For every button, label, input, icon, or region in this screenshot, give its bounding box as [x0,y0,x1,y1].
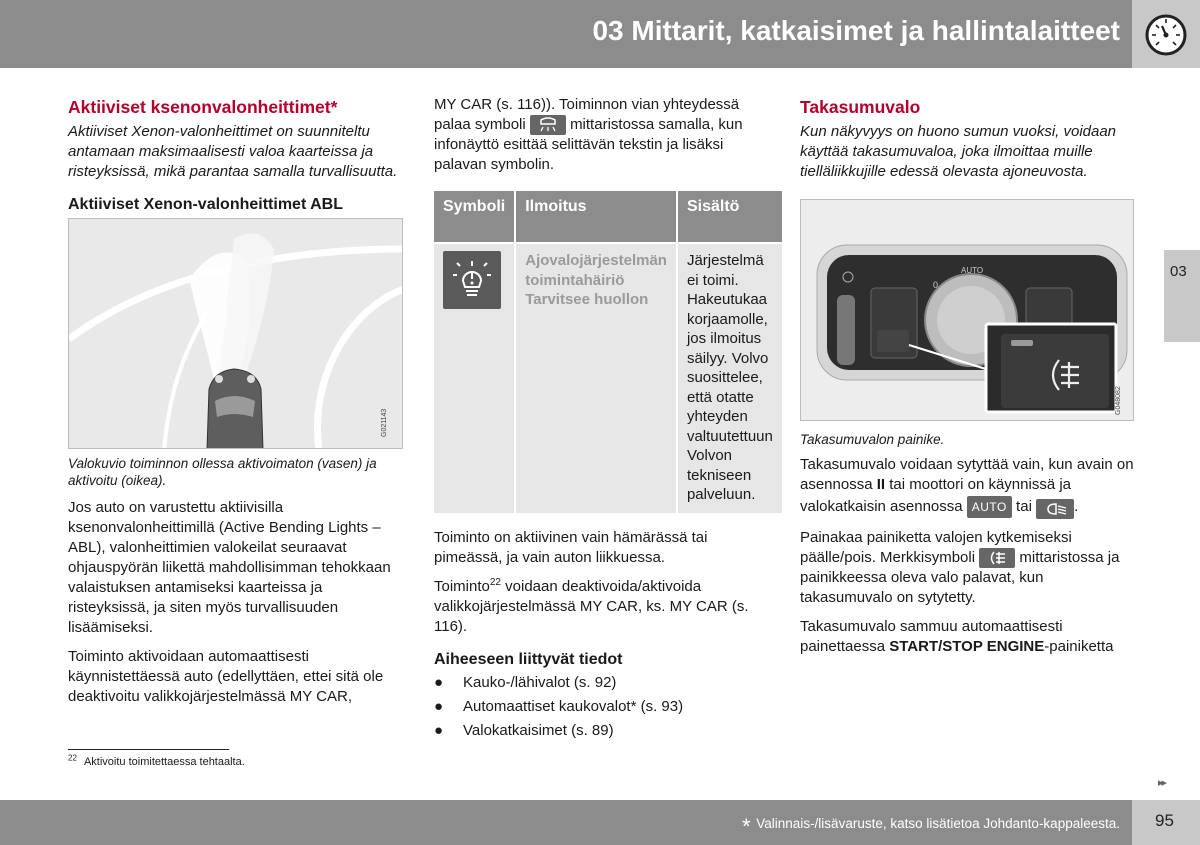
fault-text-b: mittaristossa samalla, kun infonäyttö esittää selittävän tekstin ja lisäksi palavan symbolin. [434,116,743,174]
paragraph-fog-off [800,617,1136,657]
car-illustration [207,369,263,449]
section-lead-rear-fog: Kun näkyvyys on huono sumun vuoksi, voidaan käyttää takasumuvaloa, joka ilmoittaa muille tielläliikkujille edessä olevasta ajoneuvosta. [800,123,1117,180]
fog-button-text-a: Painakaa painiketta valojen kytkemiseksi päälle/pois. Merkkisymboli [800,529,1072,566]
page-footer [0,800,1132,845]
table-cell-notice: Ajovalojärjestelmän toimintahäiriö Tarvitsee huollon [515,243,677,513]
start-stop-engine: START/STOP ENGINE [889,638,1045,656]
light-switch-illustration [801,200,1134,421]
paragraph-abl-2: Toiminto aktivoidaan automaattisesti käynnistettäessä auto (edellyttäen, ettei sitä ole deaktivoitu valikkojärjestelmässä MY CAR, [68,648,384,705]
figure-caption-abl: Valokuvio toiminnon ollessa aktivoimaton (vasen) ja aktivoitu (oikea). [68,456,377,488]
section-heading-active-xenon: Aktiiviset ksenonvalonheittimet* [68,97,338,117]
gauge-icon [1132,0,1200,68]
column-middle [434,95,773,741]
column-right [800,95,1136,657]
key-position: II [876,476,886,493]
footer-note-text: Valinnais-/lisävaruste, katso lisätietoa Johdanto-kappaleesta. [756,816,1120,831]
column-left [68,95,404,707]
paragraph-fog-activation [800,455,1136,519]
list-item[interactable]: ● Automaattiset kaukovalot* (s. 93) [434,697,684,715]
list-item[interactable]: ● Kauko-/lähivalot (s. 92) [434,673,617,691]
optional-star: * [741,814,751,839]
abl-illustration [69,219,403,449]
table-cell-content: Järjestelmä ei toimi. Hakeutukaa korjaamolle, jos ilmoitus säilyy. Volvo suosittelee, että otatte yhteyden valtuutettuun Volvon tekniseen palveluun. [677,243,782,513]
footnote-text: Aktivoitu toimitettaessa tehtaalta. [83,756,245,768]
fog-text-a: Takasumuvalo voidaan sytyttää vain, kun avain on asennossa [800,456,1134,493]
low-beam-icon [1036,499,1074,519]
subheading-abl: Aktiiviset Xenon-valonheittimet ABL [68,196,343,213]
table-cell-symbol [434,243,515,513]
table-row [434,243,782,513]
symbol-table [434,191,782,513]
abl-figure [68,218,403,449]
footnote-number: 22 [68,753,77,763]
continue-arrow-icon: ▸▸ [1158,777,1166,789]
fog-text-d: tai [1011,497,1032,515]
related-link-2[interactable]: Automaattiset kaukovalot* (s. 93) [463,697,684,715]
chapter-icon-box [1132,0,1200,68]
chapter-tab[interactable] [1164,250,1200,342]
list-item[interactable]: ● Valokatkaisimet (s. 89) [434,721,614,739]
section-lead: Aktiiviset Xenon-valonheittimet on suunniteltu antamaan maksimaalisesti valoa kaarteissa ja risteyksissä, mikä parantaa samalla turvallisuutta. [68,123,398,180]
related-link-1[interactable]: Kauko-/lähivalot (s. 92) [463,673,617,691]
related-link-3[interactable]: Valokatkaisimet (s. 89) [463,721,614,739]
switch-label-off: 0 [933,280,939,290]
paragraph-abl-1: Jos auto on varustettu aktiivisilla ksenonvalonheittimillä (Active Bending Lights – ABL), valonheittimien valokeilat seuraavat ohjauspyörän liikettä mahdollisimman tehokkaan valaistuksen antamiseksi kaarteissa ja risteyksissä, ja siten myös turvallisuuden lisäämiseksi. [68,499,391,636]
fog-text-e: . [1074,497,1079,515]
auto-position-icon: AUTO [967,496,1012,518]
section-heading-rear-fog: Takasumuvalo [800,97,921,117]
footnote-divider [68,749,229,750]
table-header-notice: Ilmoitus [515,191,677,243]
page-number: 95 [1155,811,1174,830]
fog-button-text-b: mittaristossa ja painikkeessa oleva valo palavat, kun takasumuvalo on sytytetty. [800,549,1120,607]
paragraph-deactivate [434,577,766,637]
chapter-header [0,0,1132,68]
page-number-box [1132,800,1200,845]
paragraph-active-conditions: Toiminto on aktiivinen vain hämärässä tai pimeässä, ja vain auton liikkuessa. [434,528,708,566]
deactivate-text-a: Toiminto [434,577,490,595]
chapter-tab-label: 03 [1170,263,1187,280]
fog-off-text-a: Takasumuvalo sammuu automaattisesti painettaessa [800,618,1063,656]
switch-label-auto: AUTO [961,266,984,275]
table-header-symbol: Symboli [434,191,515,243]
table-header-content: Sisältö [677,191,782,243]
rear-fog-icon [979,548,1015,568]
headlight-fault-inline-icon [530,115,566,135]
figure-code: G021143 [381,408,388,437]
chapter-title: 03 Mittarit, katkaisimet ja hallintalaitteet [592,15,1120,46]
deactivate-text-b: voidaan deaktivoida/aktivoida valikkojärjestelmässä MY CAR, ks. MY CAR (s. 116). [434,577,749,635]
footnote [68,753,245,768]
figure-code-fog: G048082 [1115,386,1122,415]
paragraph-fault-symbol [434,95,766,175]
footnote-ref[interactable]: 22 [489,576,501,588]
related-list [434,673,766,741]
paragraph-fog-button [800,528,1136,608]
related-heading: Aiheeseen liittyvät tiedot [434,650,623,668]
figure-caption-fog: Takasumuvalon painike. [800,432,945,447]
fog-text-c: tai moottori on käynnissä ja valokatkaisin asennossa [800,476,1072,515]
rear-fog-figure [800,199,1134,421]
footer-note [742,814,1120,840]
fault-text-a: MY CAR (s. 116)). Toiminnon vian yhteydessä palaa symboli [434,96,740,133]
headlight-fault-icon [443,251,501,309]
fog-off-text-c: -painiketta [1044,638,1114,656]
